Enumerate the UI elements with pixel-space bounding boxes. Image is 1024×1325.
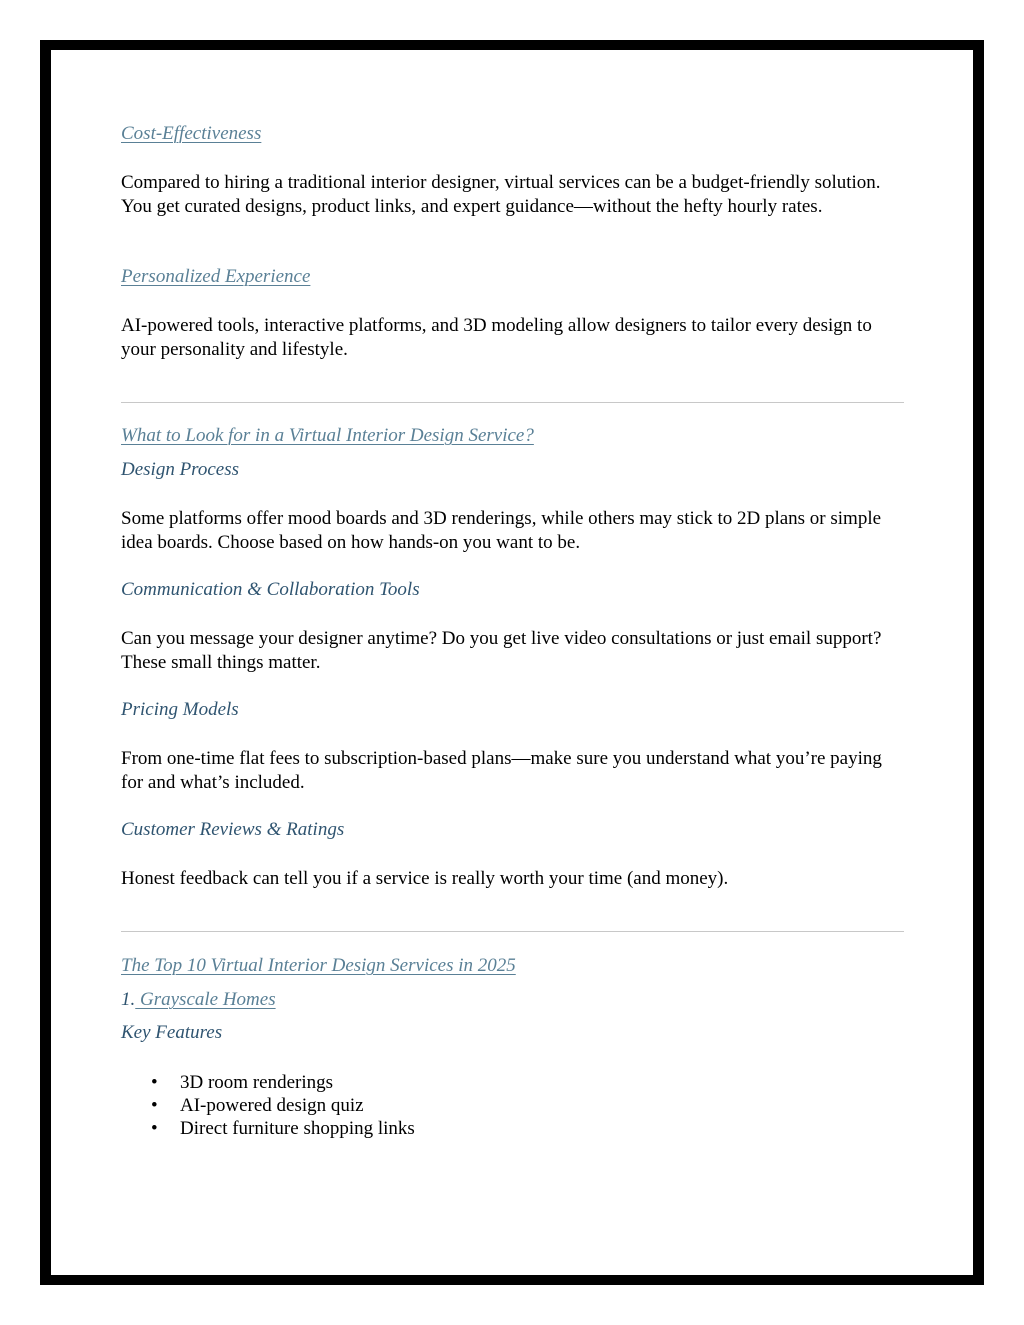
feature-item: • Direct furniture shopping links bbox=[121, 1119, 415, 1138]
personalized-experience-link[interactable]: Personalized Experience bbox=[121, 266, 311, 287]
top-10-services-link[interactable]: The Top 10 Virtual Interior Design Services in 2025 bbox=[121, 955, 516, 976]
customer-reviews-heading: Customer Reviews & Ratings bbox=[121, 819, 345, 840]
personalized-experience-text: AI-powered tools, interactive platforms, and 3D modeling allow designers to tailor every design to your personality and lifestyle. bbox=[121, 315, 872, 360]
communication-text: Can you message your designer anytime? Do you get live video consultations or just email support? These small things matter. bbox=[121, 628, 882, 673]
pricing-models-text: From one-time flat fees to subscription-based plans—make sure you understand what you’re paying for and what’s included. bbox=[121, 748, 882, 793]
section-divider bbox=[121, 931, 904, 932]
what-to-look-for-link[interactable]: What to Look for in a Virtual Interior Design Service? bbox=[121, 425, 534, 446]
feature-item: • 3D room renderings bbox=[121, 1073, 333, 1092]
section-divider bbox=[121, 402, 904, 403]
service-1-heading bbox=[121, 990, 276, 1009]
key-features-heading: Key Features bbox=[121, 1022, 223, 1043]
feature-item: • AI-powered design quiz bbox=[121, 1096, 364, 1115]
grayscale-homes-link[interactable]: Grayscale Homes bbox=[135, 989, 276, 1010]
cost-effectiveness-link[interactable]: Cost-Effectiveness bbox=[121, 123, 262, 144]
customer-reviews-text: Honest feedback can tell you if a service is really worth your time (and money). bbox=[121, 868, 729, 889]
cost-effectiveness-text: Compared to hiring a traditional interior designer, virtual services can be a budget-friendly solution. You get curated designs, product links, and expert guidance—without the hefty hourly rates. bbox=[121, 172, 881, 217]
service-1-number: 1. bbox=[121, 989, 136, 1010]
communication-heading: Communication & Collaboration Tools bbox=[121, 579, 420, 600]
pricing-models-heading: Pricing Models bbox=[121, 699, 239, 720]
design-process-heading: Design Process bbox=[121, 459, 240, 480]
design-process-text: Some platforms offer mood boards and 3D renderings, while others may stick to 2D plans or simple idea boards. Choose based on how hands-on you want to be. bbox=[121, 508, 882, 553]
